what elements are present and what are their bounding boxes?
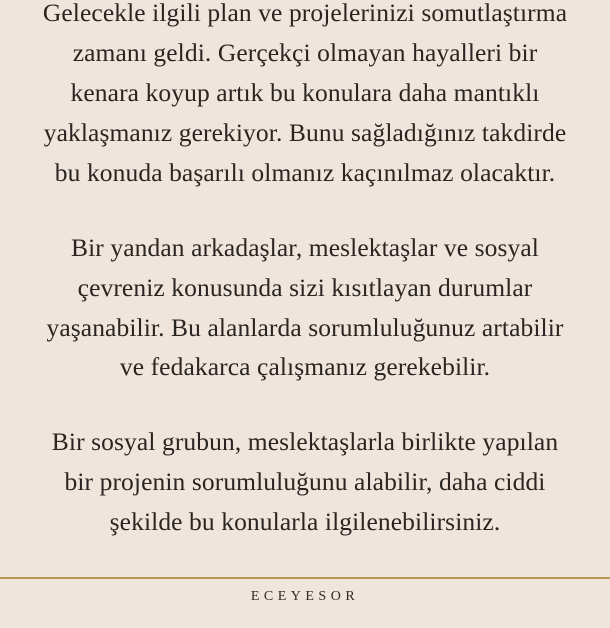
paragraph-1-line-3: kenara koyup artık bu konulara daha mantıklı	[70, 78, 540, 107]
paragraph-2-line-2: çevreniz konusunda sizi kısıtlayan durumlar	[77, 273, 533, 302]
paragraph-1-line-1: Gelecekle ilgili plan ve projelerinizi somutlaştırma	[42, 0, 568, 27]
paragraph-1-line-2: zamanı geldi. Gerçekçi olmayan hayalleri bir	[72, 38, 538, 67]
paragraph-3-line-1: Bir sosyal grubun, meslektaşlarla birlikte yapılan	[51, 427, 559, 456]
paragraph-1-line-4: yaklaşmanız gerekiyor. Bunu sağladığınız takdirde	[43, 118, 567, 147]
paragraph-2-line-1: Bir yandan arkadaşlar, meslektaşlar ve sosyal	[71, 233, 539, 262]
brand-footer: ECEYESOR	[250, 589, 360, 604]
paragraph-1-line-5: bu konuda başarılı olmanız kaçınılmaz olacaktır.	[54, 158, 556, 187]
paragraph-2-line-4: ve fedakarca çalışmanız gerekebilir.	[119, 352, 491, 381]
paragraph-3-line-3: şekilde bu konularla ilgilenebilirsiniz.	[109, 507, 501, 536]
paragraph-2-line-3: yaşanabilir. Bu alanlarda sorumluluğunuz artabilir	[46, 313, 564, 342]
gold-divider-line	[0, 577, 610, 579]
paragraph-3-line-2: bir projenin sorumluluğunu alabilir, daha ciddi	[64, 467, 546, 496]
